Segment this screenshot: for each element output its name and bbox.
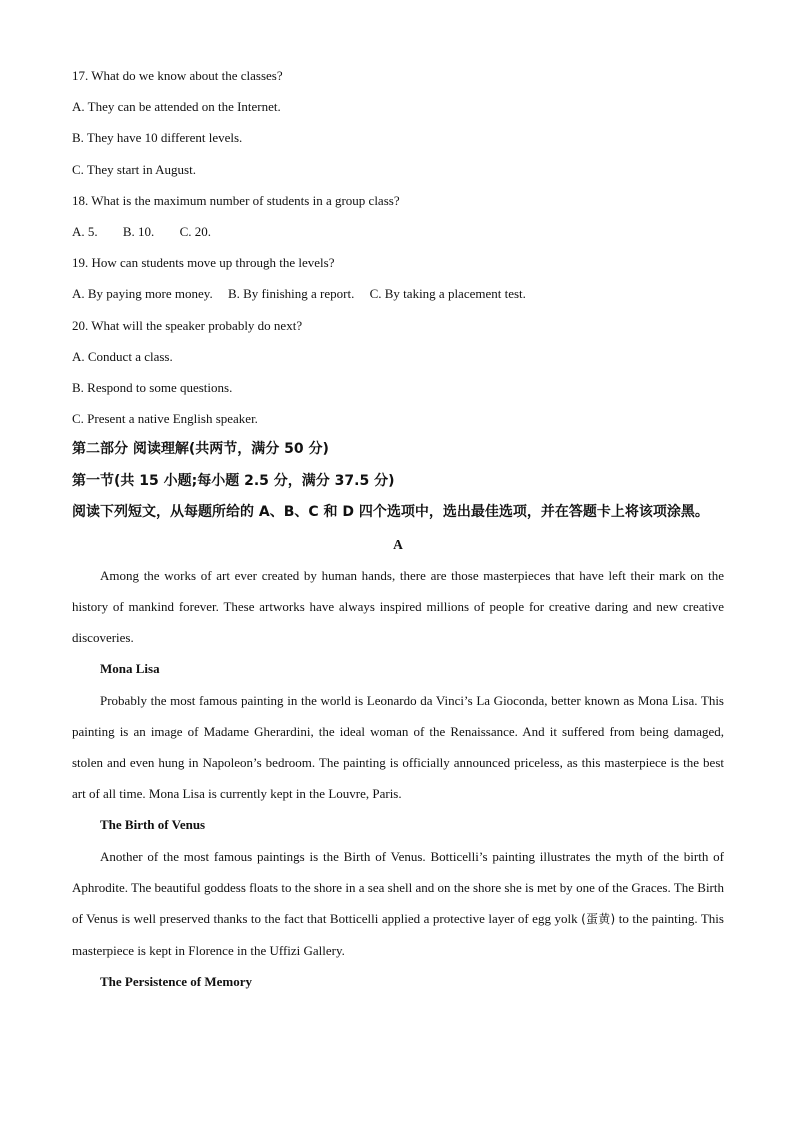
question-18 — [72, 185, 724, 247]
question-stem: 20. What will the speaker probably do next? — [72, 317, 303, 333]
painting-description — [72, 841, 724, 967]
passage-label: A — [393, 536, 403, 552]
description-text: to the painting. This masterpiece is kept in Florence in the Uffizi Gallery. — [72, 910, 724, 959]
answer-option-b: B. By finishing a report. — [227, 286, 355, 302]
answer-option-c: C. By taking a placement test. — [369, 286, 526, 302]
question-19 — [72, 247, 724, 309]
answer-option-c: C. They start in August. — [72, 161, 196, 177]
section-instruction: 阅读下列短文，从每题所给的 A、B、C 和 D 四个选项中，选出最佳选项，并在答题卡上将该项涂黑。 — [72, 504, 709, 521]
part-title: 第二部分 阅读理解(共两节，满分 50 分) — [72, 441, 329, 458]
exam-page — [72, 60, 724, 998]
painting-heading: The Birth of Venus — [100, 817, 206, 833]
answer-option-b: B. 10. — [122, 223, 155, 239]
answer-option-a: A. They can be attended on the Internet. — [72, 99, 281, 115]
question-stem: 19. How can students move up through the levels? — [72, 255, 335, 271]
answer-option-a: A. Conduct a class. — [72, 348, 173, 364]
answer-options-row — [72, 216, 724, 247]
question-17 — [72, 60, 724, 185]
answer-option-c: C. Present a native English speaker. — [72, 411, 258, 427]
answer-options-row — [72, 278, 724, 309]
chinese-gloss: (蛋黄) — [581, 911, 616, 926]
painting-heading: The Persistence of Memory — [100, 974, 252, 990]
painting-description: Probably the most famous painting in the world is Leonardo da Vinci’s La Gioconda, better known as Mona Lisa. This painting is an image of Madame Gherardini, the ideal woman of the Renaissance. And it suffered from being damaged, stolen and even hung in Napoleon’s bedroom. The painting is officially announced priceless, as this masterpiece is the best art of all time. Mona Lisa is currently kept in the Louvre, Paris. — [72, 692, 724, 802]
question-stem: 17. What do we know about the classes? — [72, 68, 283, 83]
passage-intro: Among the works of art ever created by human hands, there are those masterpieces that have left their mark on the history of mankind forever. These artworks have always inspired millions of people for creative daring and new creative discoveries. — [72, 567, 724, 646]
answer-option-a: A. 5. — [72, 223, 98, 239]
question-stem: 18. What is the maximum number of students in a group class? — [72, 192, 400, 208]
answer-option-a: A. By paying more money. — [72, 286, 213, 302]
painting-heading: Mona Lisa — [100, 661, 160, 677]
answer-option-c: C. 20. — [179, 223, 211, 239]
answer-option-b: B. Respond to some questions. — [72, 379, 233, 395]
subsection-title: 第一节(共 15 小题;每小题 2.5 分，满分 37.5 分) — [72, 472, 395, 489]
answer-option-b: B. They have 10 different levels. — [72, 130, 243, 146]
question-20 — [72, 310, 724, 435]
description-text: Another of the most famous paintings is the Birth of Venus. Botticelli’s painting illustrates the myth of the birth of Aphrodite. The beautiful goddess floats to the shore in a sea shell and on the shore she is met by one of the Graces. The Birth of Venus is well preserved thanks to the fact that Botticelli applied a protective layer of egg yolk — [72, 848, 724, 926]
